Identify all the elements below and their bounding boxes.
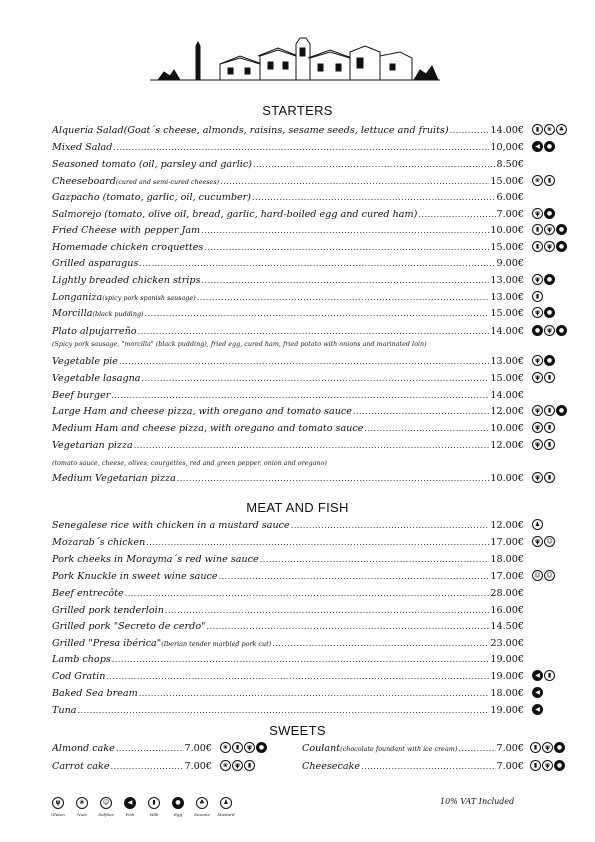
dot-leader	[139, 686, 490, 696]
item-name: Beef entrecôte	[52, 588, 124, 599]
item-name: Cheeseboard	[52, 176, 116, 187]
starter-item	[52, 421, 524, 435]
allergen-icons	[532, 570, 555, 583]
starter-item	[52, 140, 524, 154]
starter-item	[52, 207, 524, 221]
item-price: 8.50€	[496, 159, 524, 170]
allergen-icons	[532, 307, 555, 320]
dot-leader	[204, 240, 489, 250]
egg-icon: ●	[556, 241, 567, 252]
item-price: 17.00€	[490, 571, 524, 582]
allergen-icons	[530, 742, 565, 755]
item-price: 19.00€	[490, 671, 524, 682]
item-description: (chocolate foundant with ice cream)	[340, 745, 458, 753]
egg-icon: ●	[544, 307, 555, 318]
item-price: 6.00€	[496, 192, 524, 203]
gluten-icon: ψ	[532, 422, 543, 433]
egg-icon: ●	[556, 224, 567, 235]
legend-label: Gluten	[51, 812, 65, 817]
item-name: Alquería Salad	[52, 125, 124, 136]
sweets-title: SWEETS	[269, 723, 326, 738]
dot-leader	[134, 438, 490, 448]
item-name: Salmorejo (tomato, olive oil, bread, garlic, hard-boiled egg and cured ham)	[52, 209, 418, 220]
sulfites-icon: ☺	[532, 570, 543, 581]
dot-leader	[202, 273, 490, 283]
item-price: 15.00€	[490, 176, 524, 187]
legend-item-mustard	[218, 797, 234, 817]
starter-item	[52, 157, 524, 171]
gluten-icon: ψ	[532, 307, 543, 318]
gluten-icon: ψ	[244, 742, 255, 753]
milk-icon: ▮	[530, 760, 541, 771]
sulfites-icon: ☺	[544, 570, 555, 581]
item-price: 18.00€	[490, 688, 524, 699]
dot-leader	[207, 619, 490, 629]
dot-leader	[260, 552, 490, 562]
starter-item	[52, 388, 524, 402]
fish-icon: ◀	[532, 704, 543, 715]
dot-leader	[138, 324, 490, 334]
gluten-icon: ψ	[532, 355, 543, 366]
legend-item-fish	[122, 797, 138, 817]
milk-icon: ▮	[544, 472, 555, 483]
gluten-icon: ψ	[52, 797, 64, 809]
allergen-icons	[532, 325, 567, 338]
gluten-icon: ψ	[544, 241, 555, 252]
item-name: Tuna	[52, 705, 77, 716]
dot-leader	[219, 569, 490, 579]
sesame-icon: ♣	[196, 797, 208, 809]
starter-item	[52, 438, 524, 452]
allergen-icons	[532, 274, 555, 287]
legend-label: Egg	[173, 812, 183, 817]
item-name: Grilled pork "Secreto de cerdo"	[52, 621, 206, 632]
starter-item	[52, 404, 524, 418]
egg-icon: ●	[172, 797, 184, 809]
item-name: Medium Ham and cheese pizza, with oregano and tomato sauce	[52, 423, 364, 434]
item-price: 7.00€	[184, 743, 212, 754]
item-name: Large Ham and cheese pizza, with oregano and tomato sauce	[52, 406, 352, 417]
dot-leader	[291, 518, 490, 528]
item-name: Senegalese rice with chicken in a mustard sauce	[52, 520, 290, 531]
meat-item	[52, 535, 524, 549]
nuts-icon: ❀	[220, 760, 231, 771]
meat-item	[52, 603, 524, 617]
dot-leader	[197, 290, 490, 300]
dot-leader	[116, 741, 184, 751]
dot-leader	[111, 388, 489, 398]
nuts-icon: ❀	[220, 742, 231, 753]
item-description: (black pudding)	[92, 310, 144, 318]
dot-leader	[77, 703, 489, 713]
item-price: 10.00€	[490, 225, 524, 236]
dot-leader	[106, 669, 489, 679]
item-price: 12.00€	[490, 440, 524, 451]
milk-icon: ▮	[544, 372, 555, 383]
egg-icon: ●	[532, 325, 543, 336]
meat-item	[52, 569, 524, 583]
meat-item	[52, 652, 524, 666]
milk-icon: ▮	[544, 439, 555, 450]
gluten-icon: ψ	[542, 742, 553, 753]
legend-item-gluten	[50, 797, 66, 817]
item-name: Pork Knuckle in sweet wine sauce	[52, 571, 218, 582]
starter-item	[52, 174, 524, 188]
allergen-icons	[532, 372, 555, 385]
milk-icon: ▮	[244, 760, 255, 771]
item-price: 14.50€	[490, 621, 524, 632]
allergen-icons	[530, 760, 565, 773]
sweet-item	[52, 759, 212, 773]
allergen-icons	[532, 175, 555, 188]
dot-leader	[220, 174, 489, 184]
allergen-icons	[220, 742, 267, 755]
mustard-icon: ♟	[220, 797, 232, 809]
starters-title: STARTERS	[262, 103, 333, 118]
dot-leader	[201, 223, 489, 233]
dot-leader	[450, 123, 490, 133]
item-name: Vegetable lasagna	[52, 373, 141, 384]
gluten-icon: ψ	[532, 405, 543, 416]
dot-leader	[125, 586, 490, 596]
dot-leader	[418, 207, 495, 217]
mustard-icon: ♟	[532, 519, 543, 530]
item-name: Carrot cake	[52, 761, 110, 772]
item-price: 17.00€	[490, 537, 524, 548]
nuts-icon: ❀	[544, 124, 555, 135]
legend-label: Mustard	[217, 812, 235, 817]
meat-item	[52, 552, 524, 566]
sulfites-icon: ☺	[544, 536, 555, 547]
gluten-icon: ψ	[532, 536, 543, 547]
dot-leader	[142, 371, 490, 381]
starter-item	[52, 471, 524, 485]
meat-item	[52, 703, 524, 717]
item-price: 14.00€	[490, 125, 524, 136]
legend-item-milk	[146, 797, 162, 817]
item-name: Grilled pork tenderloin	[52, 605, 164, 616]
item-name: Gazpacho (tomato, garlic, oil, cucumber)	[52, 192, 252, 203]
milk-icon: ▮	[544, 405, 555, 416]
meat-item	[52, 636, 524, 650]
legend-label: Sesame	[194, 812, 210, 817]
item-name: Longaniza	[52, 292, 103, 303]
item-price: 12.00€	[490, 520, 524, 531]
dot-leader	[145, 306, 490, 316]
meat-item	[52, 686, 524, 700]
sesame-icon: ♣	[556, 124, 567, 135]
item-name: Vegetarian pizza	[52, 440, 133, 451]
item-price: 14.00€	[490, 390, 524, 401]
starter-item	[52, 306, 524, 320]
nuts-icon: ❀	[76, 797, 88, 809]
item-price: 18.00€	[490, 554, 524, 565]
meat-item	[52, 619, 524, 633]
item-name: Almond cake	[52, 743, 115, 754]
milk-icon: ▮	[532, 224, 543, 235]
dot-leader	[112, 652, 490, 662]
item-price: 28.00€	[490, 588, 524, 599]
gluten-icon: ψ	[542, 760, 553, 771]
item-name: Plato alpujarreño	[52, 326, 137, 337]
gluten-icon: ψ	[544, 224, 555, 235]
item-price: 7.00€	[496, 743, 524, 754]
allergen-icons	[532, 405, 567, 418]
starter-item	[52, 223, 524, 237]
dot-leader	[113, 140, 489, 150]
item-price: 15.00€	[490, 308, 524, 319]
dot-leader	[272, 636, 489, 646]
milk-icon: ▮	[544, 422, 555, 433]
starter-item	[52, 190, 524, 204]
meat-item	[52, 518, 524, 532]
item-name: Grilled "Presa ibérica"	[52, 638, 162, 649]
sulfites-icon: ☺	[100, 797, 112, 809]
starter-item	[52, 371, 524, 385]
gluten-icon: ψ	[532, 439, 543, 450]
item-price: 10.00€	[490, 473, 524, 484]
allergen-icons	[532, 241, 567, 254]
item-description: (cured and semi-cured cheeses)	[115, 178, 220, 186]
egg-icon: ●	[544, 355, 555, 366]
allergen-icons	[532, 472, 555, 485]
item-name: Vegetable pie	[52, 356, 118, 367]
milk-icon: ▮	[530, 742, 541, 753]
starter-item	[52, 273, 524, 287]
village-illustration	[150, 34, 440, 84]
fish-icon: ◀	[532, 687, 543, 698]
item-name: Mozarab´s chicken	[52, 537, 146, 548]
sweet-item	[52, 741, 212, 755]
legend-item-sulfites	[98, 797, 114, 817]
dot-leader	[353, 404, 490, 414]
vegetarian-pizza-description: (tomato sauce, cheese, olives, courgettes, red and green pepper, onion and oregano)	[52, 459, 327, 467]
dot-leader	[253, 157, 496, 167]
item-price: 7.00€	[184, 761, 212, 772]
allergen-legend	[50, 797, 234, 817]
allergen-icons	[532, 536, 555, 549]
egg-icon: ●	[544, 274, 555, 285]
item-price: 23.00€	[490, 638, 524, 649]
dot-leader	[458, 741, 495, 751]
allergen-icons	[532, 422, 555, 435]
egg-icon: ●	[556, 405, 567, 416]
milk-icon: ▮	[232, 742, 243, 753]
starter-item	[52, 290, 524, 304]
legend-label: Sulfites	[98, 812, 114, 817]
starter-item	[52, 123, 524, 137]
item-name: Homemade chicken croquettes	[52, 242, 204, 253]
item-price: 16.00€	[490, 605, 524, 616]
item-price: 13.00€	[490, 356, 524, 367]
gluten-icon: ψ	[532, 274, 543, 285]
sweet-item	[302, 759, 524, 773]
legend-label: Milk	[149, 812, 159, 817]
allergen-icons	[532, 519, 543, 532]
milk-icon: ▮	[148, 797, 160, 809]
milk-icon: ▮	[532, 124, 543, 135]
item-price: 14.00€	[490, 326, 524, 337]
sweet-item	[302, 741, 524, 755]
egg-icon: ●	[544, 141, 555, 152]
item-price: 7.00€	[496, 209, 524, 220]
dot-leader	[119, 354, 489, 364]
allergen-icons	[532, 439, 555, 452]
legend-label: Nuts	[77, 812, 87, 817]
fish-icon: ◀	[532, 670, 543, 681]
item-name: Seasoned tomato (oil, parsley and garlic)	[52, 159, 252, 170]
dot-leader	[165, 603, 490, 613]
allergen-icons	[532, 141, 555, 154]
legend-item-nuts	[74, 797, 90, 817]
meat-and-fish-title: MEAT AND FISH	[246, 500, 349, 515]
item-description: (Goat´s cheese, almonds, raisins, sesame seeds, lettuce and fruits)	[123, 125, 449, 136]
item-price: 15.00€	[490, 242, 524, 253]
item-price: 15.00€	[490, 373, 524, 384]
item-price: 19.00€	[490, 654, 524, 665]
item-name: Coulant	[302, 743, 341, 754]
item-name: Mixed Salad	[52, 142, 113, 153]
dot-leader	[361, 759, 495, 769]
starter-item	[52, 324, 524, 338]
nuts-icon: ❀	[532, 175, 543, 186]
allergen-icons	[532, 208, 555, 221]
item-name: Cheesecake	[302, 761, 361, 772]
legend-item-egg	[170, 797, 186, 817]
egg-icon: ●	[554, 742, 565, 753]
gluten-icon: ψ	[532, 372, 543, 383]
vat-note: 10% VAT Included	[440, 797, 515, 806]
gluten-icon: ψ	[232, 760, 243, 771]
item-price: 19.00€	[490, 705, 524, 716]
egg-icon: ●	[556, 325, 567, 336]
item-price: 13.00€	[490, 292, 524, 303]
egg-icon: ●	[256, 742, 267, 753]
dot-leader	[146, 535, 489, 545]
item-name: Beef burger	[52, 390, 111, 401]
item-name: Cod Gratin	[52, 671, 106, 682]
egg-icon: ●	[544, 208, 555, 219]
allergen-icons	[532, 704, 543, 717]
meat-item	[52, 586, 524, 600]
item-description: (spicy pork spanish sausage)	[102, 294, 196, 302]
dot-leader	[111, 759, 184, 769]
milk-icon: ▮	[544, 670, 555, 681]
meat-item	[52, 669, 524, 683]
item-name: Fried Cheese with pepper Jam	[52, 225, 201, 236]
dot-leader	[252, 190, 496, 200]
item-description: (Iberian tender marbled pork cut)	[161, 640, 272, 648]
starter-item	[52, 240, 524, 254]
legend-item-sesame	[194, 797, 210, 817]
item-name: Grilled asparagus	[52, 258, 139, 269]
milk-icon: ▮	[532, 291, 543, 302]
item-price: 12.00€	[490, 406, 524, 417]
item-price: 10,00€	[490, 142, 524, 153]
item-name: Baked Sea bream	[52, 688, 138, 699]
item-price: 13.00€	[490, 275, 524, 286]
item-name: Pork cheeks in Morayma´s red wine sauce	[52, 554, 259, 565]
dot-leader	[364, 421, 489, 431]
gluten-icon: ψ	[532, 208, 543, 219]
starter-item	[52, 256, 524, 270]
starter-item	[52, 354, 524, 368]
legend-label: Fish	[125, 812, 135, 817]
allergen-icons	[532, 291, 543, 304]
item-name: Morcilla	[52, 308, 93, 319]
item-price: 7.00€	[496, 761, 524, 772]
allergen-icons	[532, 687, 543, 700]
allergen-icons	[532, 124, 567, 137]
item-price: 10.00€	[490, 423, 524, 434]
item-name: Lightly breaded chicken strips	[52, 275, 201, 286]
allergen-icons	[220, 760, 255, 773]
dot-leader	[177, 471, 490, 481]
allergen-icons	[532, 224, 567, 237]
gluten-icon: ψ	[532, 472, 543, 483]
allergen-icons	[532, 670, 555, 683]
gluten-icon: ψ	[544, 325, 555, 336]
fish-icon: ◀	[532, 141, 543, 152]
dot-leader	[139, 256, 495, 266]
allergen-icons	[532, 355, 555, 368]
plato-alpujarreno-description: (Spicy pork sausage, "morcilla" (black pudding), fried egg, cured ham, fried potato with onions and marinated loin)	[52, 340, 427, 348]
milk-icon: ▮	[532, 241, 543, 252]
item-name: Medium Vegetarian pizza	[52, 473, 176, 484]
milk-icon: ▮	[544, 175, 555, 186]
item-name: Lamb chops	[52, 654, 111, 665]
fish-icon: ◀	[124, 797, 136, 809]
item-price: 9.00€	[496, 258, 524, 269]
egg-icon: ●	[554, 760, 565, 771]
